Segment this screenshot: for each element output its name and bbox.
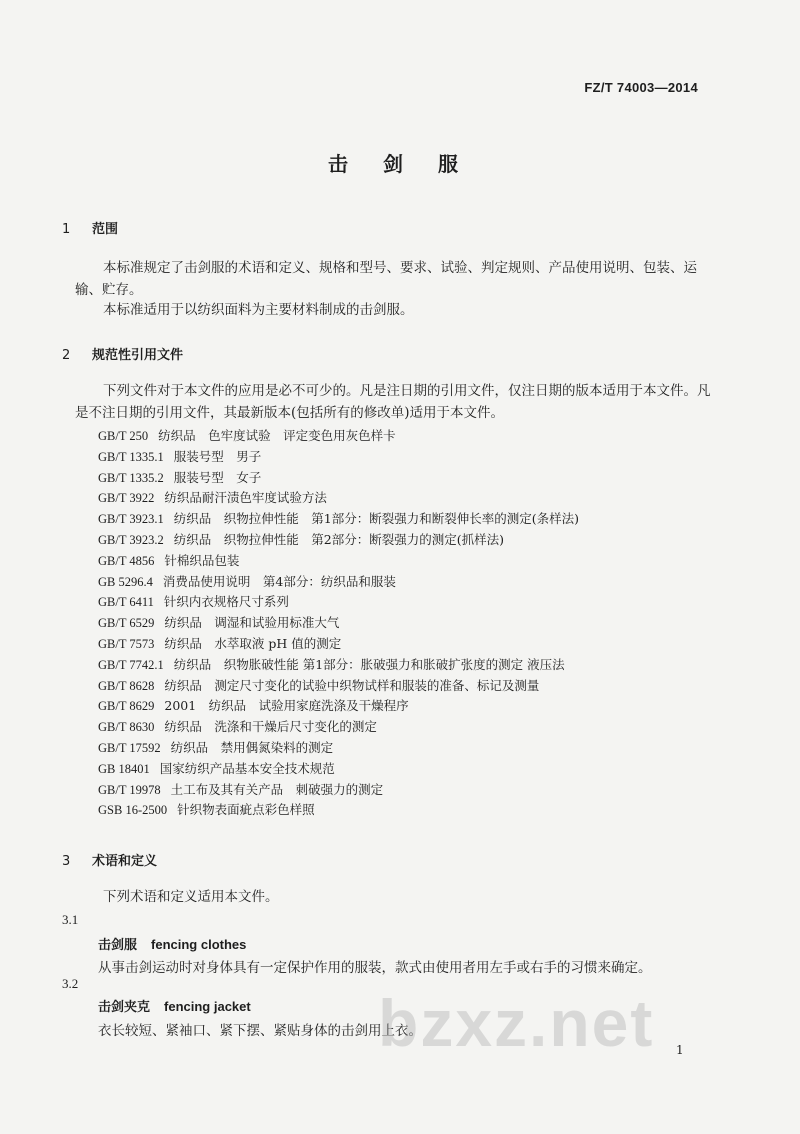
reference-code: GB/T 3923.1 (98, 512, 164, 527)
reference-title: 国家纺织产品基本安全技术规范 (159, 760, 335, 776)
reference-code: GB/T 3922 (98, 491, 155, 506)
reference-item (98, 696, 579, 717)
reference-code: GB/T 8629 (98, 699, 155, 714)
reference-code: GB/T 6411 (98, 595, 154, 610)
term-zh: 击剑夹克 (98, 1000, 151, 1015)
reference-title: 纺织品 测定尺寸变化的试验中织物试样和服装的准备、标记及测量 (164, 677, 540, 693)
reference-item (98, 738, 579, 759)
section-number: 2 (62, 348, 71, 363)
reference-title: 针棉织品包装 (164, 552, 240, 568)
reference-item (98, 759, 579, 780)
reference-title: 针织内衣规格尺寸系列 (163, 594, 289, 610)
reference-title: 针织物表面疵点彩色样照 (177, 802, 315, 818)
reference-title: 纺织品 织物胀破性能 第1部分：胀破强力和胀破扩张度的测定 液压法 (173, 656, 565, 672)
term-heading (98, 996, 251, 1015)
reference-code: GSB 16-2500 (98, 803, 168, 818)
reference-item (98, 780, 579, 801)
reference-item (98, 426, 579, 447)
reference-item (98, 530, 579, 551)
reference-item (98, 634, 579, 655)
paragraph: 下列文件对于本文件的应用是必不可少的。凡是注日期的引用文件，仅注日期的版本适用于本文件。凡是不注日期的引用文件，其最新版本(包括所有的修改单)适用于本文件。 (75, 383, 711, 421)
reference-code: GB/T 19978 (98, 782, 161, 797)
reference-title: 纺织品 洗涤和干燥后尺寸变化的测定 (164, 719, 377, 735)
reference-title: 2001 纺织品 试验用家庭洗涤及干燥程序 (164, 698, 409, 714)
page-number: 1 (676, 1043, 684, 1057)
reference-code: GB/T 250 (98, 429, 149, 443)
document-title: 击 剑 服 (328, 152, 472, 176)
reference-item (98, 468, 579, 489)
section-title: 术语和定义 (92, 854, 158, 869)
reference-code: GB/T 3923.2 (98, 532, 164, 547)
reference-code: GB 18401 (98, 761, 150, 776)
reference-code: GB/T 6529 (98, 616, 155, 631)
reference-item (98, 551, 579, 572)
reference-code: GB/T 4856 (98, 553, 155, 568)
reference-item (98, 592, 579, 613)
reference-list (98, 426, 579, 821)
section-1-heading (62, 218, 118, 237)
reference-item (98, 676, 579, 697)
term-en: fencing clothes (151, 937, 247, 952)
section-title: 范围 (92, 222, 119, 237)
term-number: 3.1 (62, 912, 79, 927)
section-3-heading (62, 850, 157, 869)
reference-title: 纺织品 禁用偶氮染料的测定 (170, 739, 334, 755)
section-number: 3 (62, 854, 71, 869)
reference-title: 纺织品 水萃取液 pH 值的测定 (164, 635, 342, 651)
term-definition: 从事击剑运动时对身体具有一定保护作用的服装，款式由使用者用左手或右手的习惯来确定。 (98, 960, 652, 976)
reference-code: GB 5296.4 (98, 574, 153, 589)
reference-item (98, 800, 579, 821)
paragraph: 本标准规定了击剑服的术语和定义、规格和型号、要求、试验、判定规则、产品使用说明、包装、运输、贮存。 (75, 260, 697, 298)
standard-code: FZ/T 74003—2014 (584, 80, 698, 95)
reference-title: 纺织品 织物拉伸性能 第1部分：断裂强力和断裂伸长率的测定(条样法) (173, 511, 579, 527)
reference-title: 服装号型 女子 (173, 469, 262, 485)
reference-item (98, 717, 579, 738)
section-title: 规范性引用文件 (92, 348, 184, 363)
reference-title: 纺织品 色牢度试验 评定变色用灰色样卡 (158, 428, 396, 443)
paragraph: 本标准适用于以纺织面料为主要材料制成的击剑服。 (103, 302, 414, 318)
reference-title: 消费品使用说明 第4部分：纺织品和服装 (162, 573, 396, 589)
reference-item (98, 509, 579, 530)
term-number: 3.2 (62, 976, 79, 991)
paragraph: 下列术语和定义适用本文件。 (103, 889, 279, 905)
reference-title: 纺织品 调湿和试验用标准大气 (164, 615, 340, 631)
watermark: bzxz.net (378, 986, 655, 1060)
section-number: 1 (62, 222, 71, 237)
reference-title: 纺织品耐汗渍色牢度试验方法 (164, 490, 327, 506)
term-en: fencing jacket (164, 999, 251, 1014)
reference-title: 纺织品 织物拉伸性能 第2部分：断裂强力的测定(抓样法) (173, 531, 504, 547)
reference-title: 土工布及其有关产品 刺破强力的测定 (170, 781, 384, 797)
reference-item (98, 447, 579, 468)
reference-item (98, 572, 579, 593)
reference-item (98, 488, 579, 509)
section-2-heading (62, 344, 183, 363)
reference-code: GB/T 8628 (98, 678, 155, 693)
term-definition: 衣长较短、紧袖口、紧下摆、紧贴身体的击剑用上衣。 (98, 1023, 422, 1039)
reference-code: GB/T 7742.1 (98, 657, 164, 672)
reference-code: GB/T 1335.1 (98, 449, 164, 464)
reference-code: GB/T 7573 (98, 636, 155, 651)
reference-item (98, 655, 579, 676)
term-zh: 击剑服 (98, 938, 138, 953)
reference-code: GB/T 8630 (98, 720, 155, 735)
reference-title: 服装号型 男子 (173, 448, 262, 464)
reference-item (98, 613, 579, 634)
term-heading (98, 934, 246, 953)
reference-code: GB/T 1335.2 (98, 470, 164, 485)
reference-code: GB/T 17592 (98, 740, 161, 755)
